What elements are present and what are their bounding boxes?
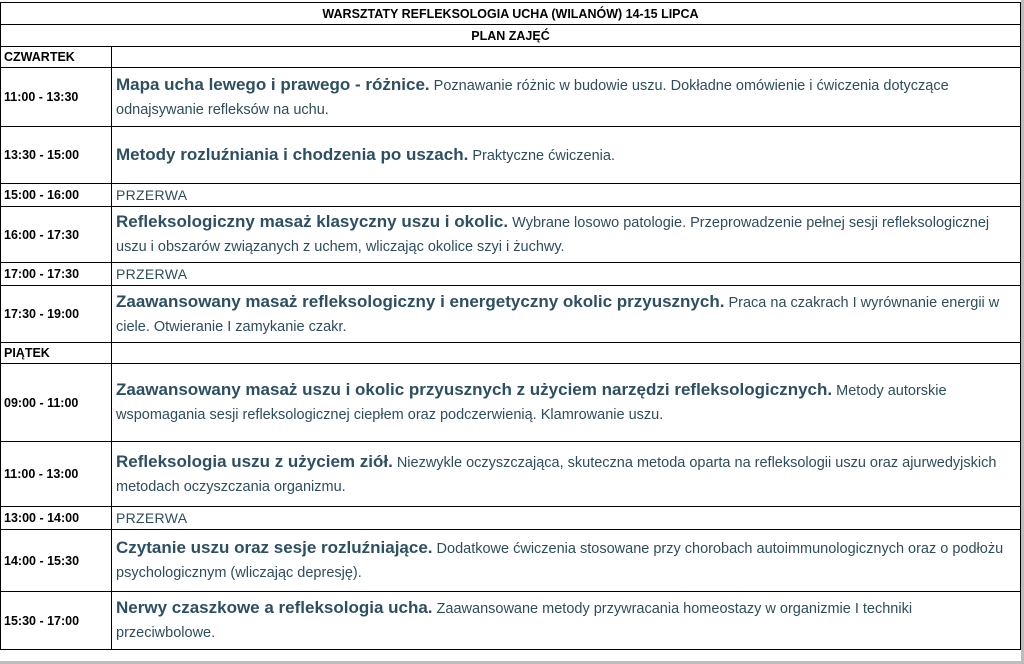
- session-row: [1, 207, 1021, 263]
- break-time: 13:00 - 14:00: [1, 507, 112, 530]
- session-time: 17:30 - 19:00: [1, 286, 112, 343]
- session-row: [1, 364, 1021, 442]
- day-row-thursday: [1, 47, 1021, 68]
- break-row: [1, 263, 1021, 286]
- session-row: [1, 530, 1021, 592]
- subtitle-row: [1, 25, 1021, 47]
- session-description: [112, 592, 1021, 650]
- break-label: PRZERWA: [112, 507, 1021, 530]
- break-time: 15:00 - 16:00: [1, 184, 112, 207]
- session-time: 16:00 - 17:30: [1, 207, 112, 263]
- session-time: 11:00 - 13:00: [1, 442, 112, 507]
- session-text: Poznawanie różnic w budowie uszu. Dokładne omówienie i ćwiczenia dotyczące odnajsywanie refleksów na uchu.: [116, 77, 949, 118]
- day-row-friday: [1, 343, 1021, 364]
- session-description: [112, 68, 1021, 127]
- session-description: [112, 530, 1021, 592]
- session-time: 11:00 - 13:30: [1, 68, 112, 127]
- session-heading: Zaawansowany masaż refleksologiczny i energetyczny okolic przyusznych.: [116, 291, 725, 311]
- session-time: 09:00 - 11:00: [1, 364, 112, 442]
- empty-cell: [112, 47, 1021, 68]
- break-time: 17:00 - 17:30: [1, 263, 112, 286]
- session-text: Dodatkowe ćwiczenia stosowane przy chorobach autoimmunologicznych oraz o podłożu psychologicznym (wliczając depresję).: [116, 541, 1004, 581]
- session-row: [1, 127, 1021, 184]
- session-heading: Refleksologiczny masaż klasyczny uszu i okolic.: [116, 212, 509, 231]
- empty-cell: [112, 343, 1021, 364]
- session-text: Zaawansowane metody przywracania homeostazy w organizmie I techniki przeciwbolowe.: [116, 601, 913, 641]
- session-heading: Nerwy czaszkowe a refleksologia ucha.: [116, 598, 433, 617]
- session-text: Praktyczne ćwiczenia.: [468, 147, 615, 164]
- table-title: WARSZTATY REFLEKSOLOGIA UCHA (WILANÓW) 14-15 LIPCA: [1, 3, 1021, 25]
- session-text: Wybrane losowo patologie. Przeprowadzenie pełnej sesji refleksologicznej uszu i obszarów związanych z uchem, wliczając okolice szyi i żuchwy.: [116, 215, 990, 255]
- break-label: PRZERWA: [112, 263, 1021, 286]
- session-heading: Metody rozluźniania i chodzenia po uszach.: [116, 144, 469, 164]
- session-row: [1, 592, 1021, 650]
- session-heading: Zaawansowany masaż uszu i okolic przyusznych z użyciem narzędzi refleksologicznych.: [116, 380, 833, 399]
- session-heading: Mapa ucha lewego i prawego - różnice.: [116, 74, 430, 94]
- day-label: CZWARTEK: [1, 47, 112, 68]
- break-row: [1, 184, 1021, 207]
- session-time: 13:30 - 15:00: [1, 127, 112, 184]
- break-row: [1, 507, 1021, 530]
- session-text: Praca na czakrach I wyrównanie energii w ciele. Otwieranie I zamykanie czakr.: [116, 294, 1000, 335]
- session-row: [1, 286, 1021, 343]
- break-label: PRZERWA: [112, 184, 1021, 207]
- schedule-table: [0, 2, 1021, 650]
- session-time: 15:30 - 17:00: [1, 592, 112, 650]
- title-row: [1, 3, 1021, 25]
- session-text: Niezwykle oczyszczająca, skuteczna metoda oparta na refleksologii uszu oraz ajurwedyjskich metodach oczyszczania organizmu.: [116, 454, 997, 495]
- session-time: 14:00 - 15:30: [1, 530, 112, 592]
- session-description: [112, 364, 1021, 442]
- session-heading: Czytanie uszu oraz sesje rozluźniające.: [116, 538, 433, 557]
- session-row: [1, 68, 1021, 127]
- session-description: [112, 127, 1021, 184]
- session-description: [112, 286, 1021, 343]
- session-text: Metody autorskie wspomagania sesji refleksologicznej ciepłem oraz podczerwienią. Klamrowanie uszu.: [116, 383, 947, 423]
- session-row: [1, 442, 1021, 507]
- table-subtitle: PLAN ZAJĘĆ: [1, 25, 1021, 47]
- session-description: [112, 207, 1021, 263]
- session-heading: Refleksologia uszu z użyciem ziół.: [116, 451, 393, 471]
- session-description: [112, 442, 1021, 507]
- day-label: PIĄTEK: [1, 343, 112, 364]
